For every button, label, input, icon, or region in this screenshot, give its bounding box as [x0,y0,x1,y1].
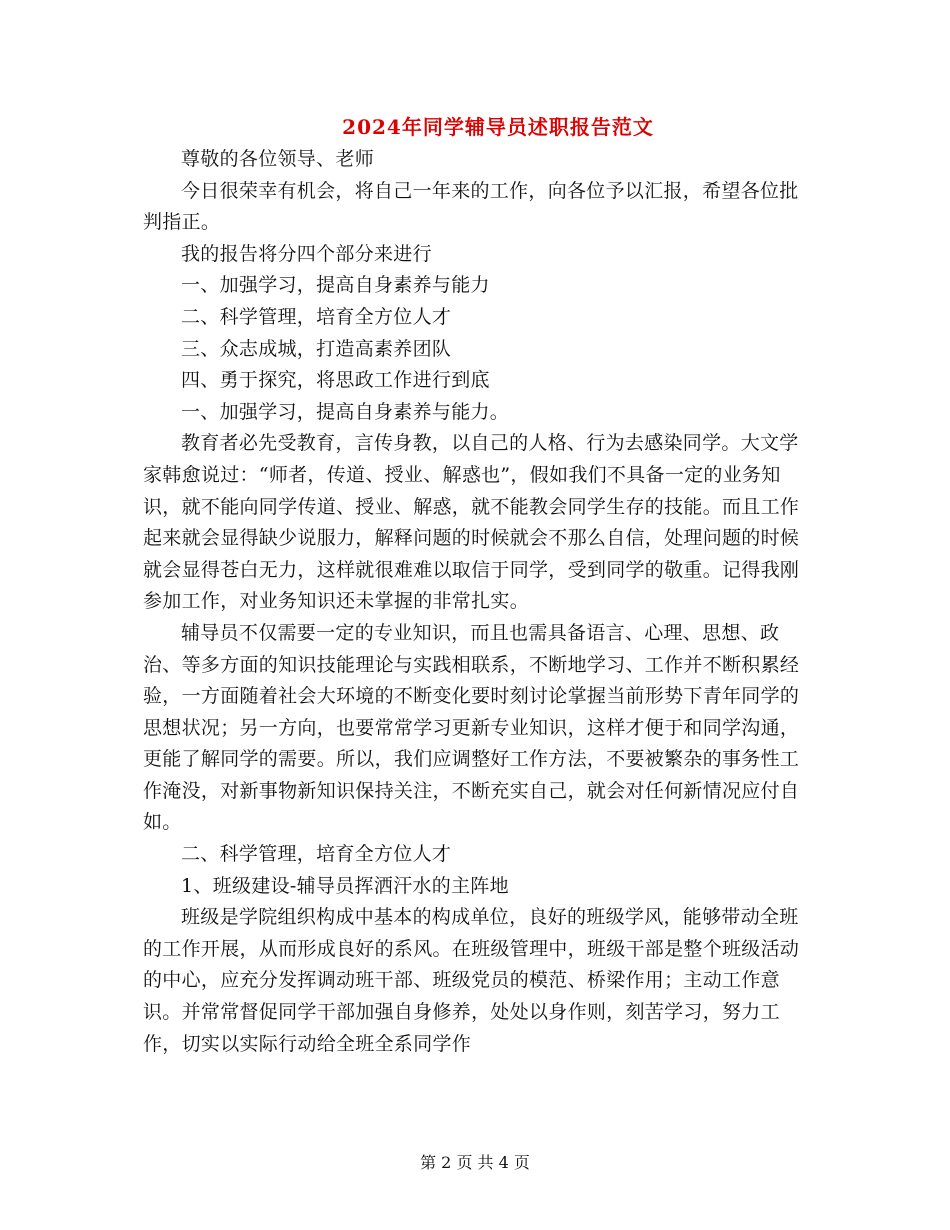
salutation-paragraph: 尊敬的各位领导、老师 [181,148,375,170]
body-paragraph: 辅导员不仅需要一定的专业知识，而且也需具备语言、心理、思想、政治、等多方面的知识技能理论与实践相联系，不断地学习、工作并不断积累经验，一方面随着社会大环境的不断变化要时刻讨论掌握当前形势下青年同学的思想状况；另一方向，也要常常学习更新专业知识，这样才便于和同学沟通，更能了解同学的需要。所以，我们应调整好工作方法，不要被繁杂的事务性工作淹没，对新事物新知识保持关注，不断充实自己，就会对任何新情况应付自如。 [143,621,800,834]
document-body [143,144,811,1060]
outline-item-3: 三、众志成城，打造高素养团队 [181,337,452,360]
outline-intro-paragraph: 我的报告将分四个部分来进行 [181,242,432,265]
body-paragraph: 教育者必先受教育，言传身教，以自己的人格、行为去感染同学。大文学家韩愈说过：“师者，传道、授业、解惑也”，假如我们不具备一定的业务知识，就不能向同学传道、授业、解惑，就不能教会同学生存的技能。而且工作起来就会显得缺少说服力，解释问题的时候就会不那么自信，处理问题的时候就会显得苍白无力，这样就很难难以取信于同学，受到同学的敬重。记得我刚参加工作，对业务知识还未掌握的非常扎实。 [143,432,800,613]
intro-paragraph: 今日很荣幸有机会，将自己一年来的工作，向各位予以汇报，希望各位批判指正。 [143,179,799,234]
subsection-heading-1: 1、班级建设-辅导员挥洒汗水的主阵地 [181,874,509,897]
outline-item-1: 一、加强学习，提高自身素养与能力 [181,274,490,297]
outline-item-4: 四、勇于探究，将思政工作进行到底 [181,369,490,392]
section-heading-1: 一、加强学习，提高自身素养与能力。 [181,400,510,423]
section-heading-2: 二、科学管理，培育全方位人才 [181,843,452,866]
document-title: 2024年同学辅导员述职报告范文 [342,115,654,139]
outline-item-2: 二、科学管理，培育全方位人才 [181,305,452,328]
body-paragraph: 班级是学院组织构成中基本的构成单位，良好的班级学风，能够带动全班的工作开展，从而形成良好的系风。在班级管理中，班级干部是整个班级活动的中心，应充分发挥调动班干部、班级党员的模范、桥梁作用；主动工作意识。并常常督促同学干部加强自身修养，处处以身作则，刻苦学习，努力工作，切实以实际行动给全班全系同学作 [143,906,800,1055]
page-number-footer: 第 2 页 共 4 页 [420,1153,530,1172]
